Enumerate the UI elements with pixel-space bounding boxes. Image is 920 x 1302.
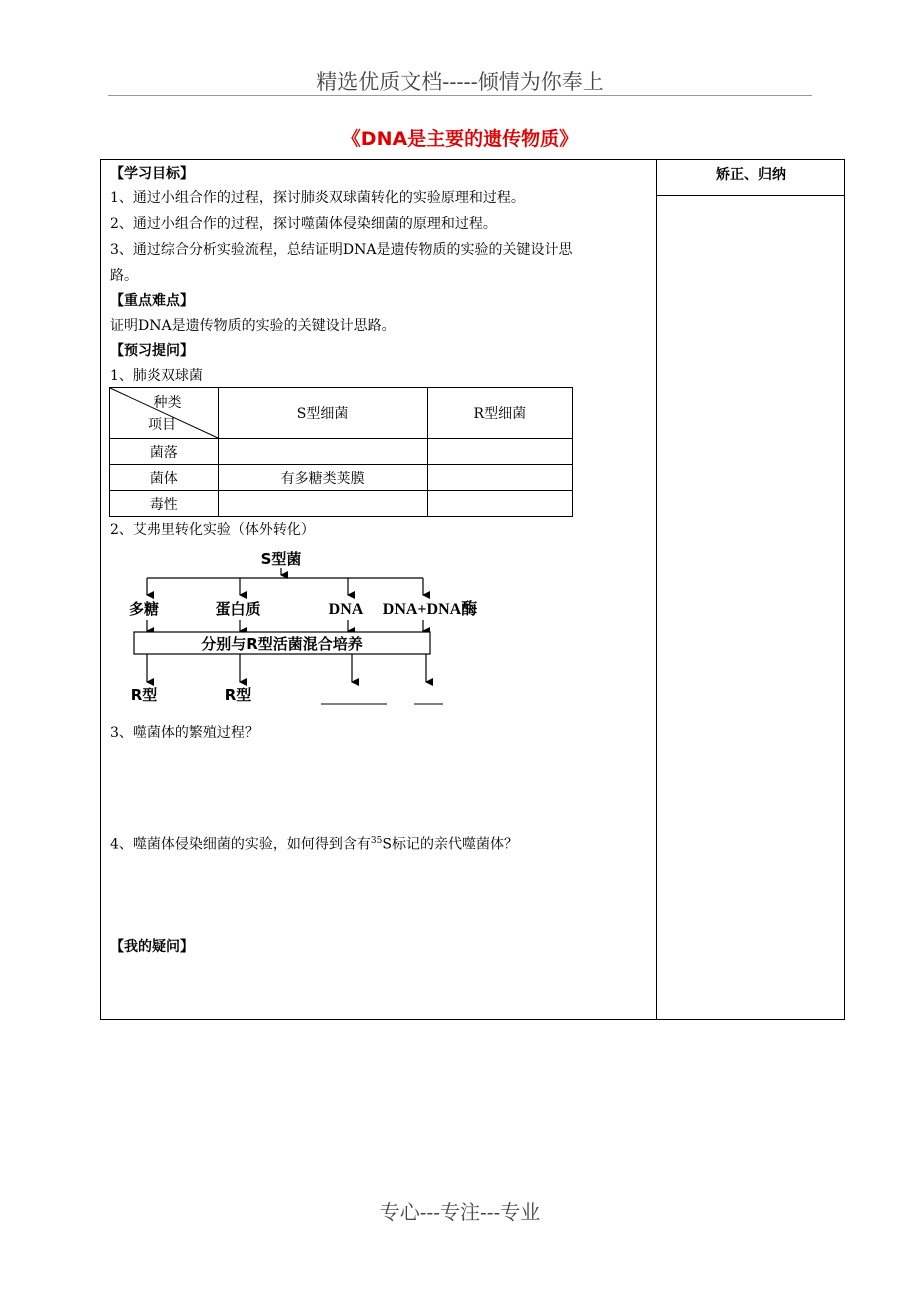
page-footer: 专心---专注---专业: [379, 1200, 541, 1224]
question-2: 2、艾弗里转化实验（体外转化）: [110, 522, 315, 538]
avery-experiment-diagram: [120, 544, 478, 714]
table-cell: [218, 491, 427, 517]
question-3: 3、噬菌体的繁殖过程？: [110, 725, 259, 741]
table-cell: [427, 491, 572, 517]
component-dna: DNA: [328, 601, 364, 618]
row-label: 毒性: [110, 491, 219, 517]
page-header: 精选优质文档-----倾情为你奉上: [316, 70, 604, 94]
process-label: 分别与R型活菌混合培养: [201, 635, 363, 653]
key-points-heading: 【重点难点】: [110, 293, 194, 309]
component-polysaccharide: 多糖: [128, 600, 160, 618]
component-protein: 蛋白质: [215, 600, 261, 618]
learning-goal-3: 3、通过综合分析实验流程，总结证明DNA是遗传物质的实验的关键设计思: [110, 242, 573, 258]
question-4: 4、噬菌体侵染细菌的实验，如何得到含有$^{35}$S标记的亲代噬菌体？: [110, 836, 518, 853]
component-dna-dnase: DNA+DNA酶: [382, 601, 478, 618]
header-rule: [108, 95, 812, 96]
table-row: [110, 439, 573, 465]
table-header-row: [110, 388, 573, 439]
learning-goals-heading: 【学习目标】: [110, 166, 194, 182]
row-label: 菌落: [110, 439, 219, 465]
learning-goal-3-cont: 路。: [110, 268, 138, 284]
result-2: R型: [224, 686, 252, 704]
table-cell: 有多糖类荚膜: [218, 465, 427, 491]
table-row: [110, 465, 573, 491]
corner-label-item: 项目: [148, 417, 176, 433]
column-header-r: R型细菌: [427, 388, 572, 439]
table-corner-cell: [110, 388, 219, 439]
table-row: [110, 491, 573, 517]
table-cell: [218, 439, 427, 465]
side-column-heading: 矫正、归纳: [716, 167, 786, 183]
learning-goal-2: 2、通过小组合作的过程，探讨噬菌体侵染细菌的原理和过程。: [110, 216, 497, 232]
side-heading-rule: [657, 195, 845, 196]
my-questions-heading: 【我的疑问】: [110, 939, 194, 955]
preview-heading: 【预习提问】: [110, 343, 194, 359]
table-cell: [427, 465, 572, 491]
row-label: 菌体: [110, 465, 219, 491]
corner-label-type: 种类: [153, 395, 182, 411]
bacteria-comparison-table: [109, 387, 573, 517]
learning-goal-1: 1、通过小组合作的过程，探讨肺炎双球菌转化的实验原理和过程。: [110, 190, 525, 206]
table-cell: [427, 439, 572, 465]
key-points-text: 证明DNA是遗传物质的实验的关键设计思路。: [110, 318, 396, 334]
column-divider: [656, 159, 657, 1020]
diagram-source-label: S型菌: [260, 550, 302, 568]
result-1: R型: [130, 686, 158, 704]
document-title: 《DNA是主要的遗传物质》: [341, 128, 579, 150]
question-1: 1、肺炎双球菌: [110, 368, 203, 384]
column-header-s: S型细菌: [218, 388, 427, 439]
